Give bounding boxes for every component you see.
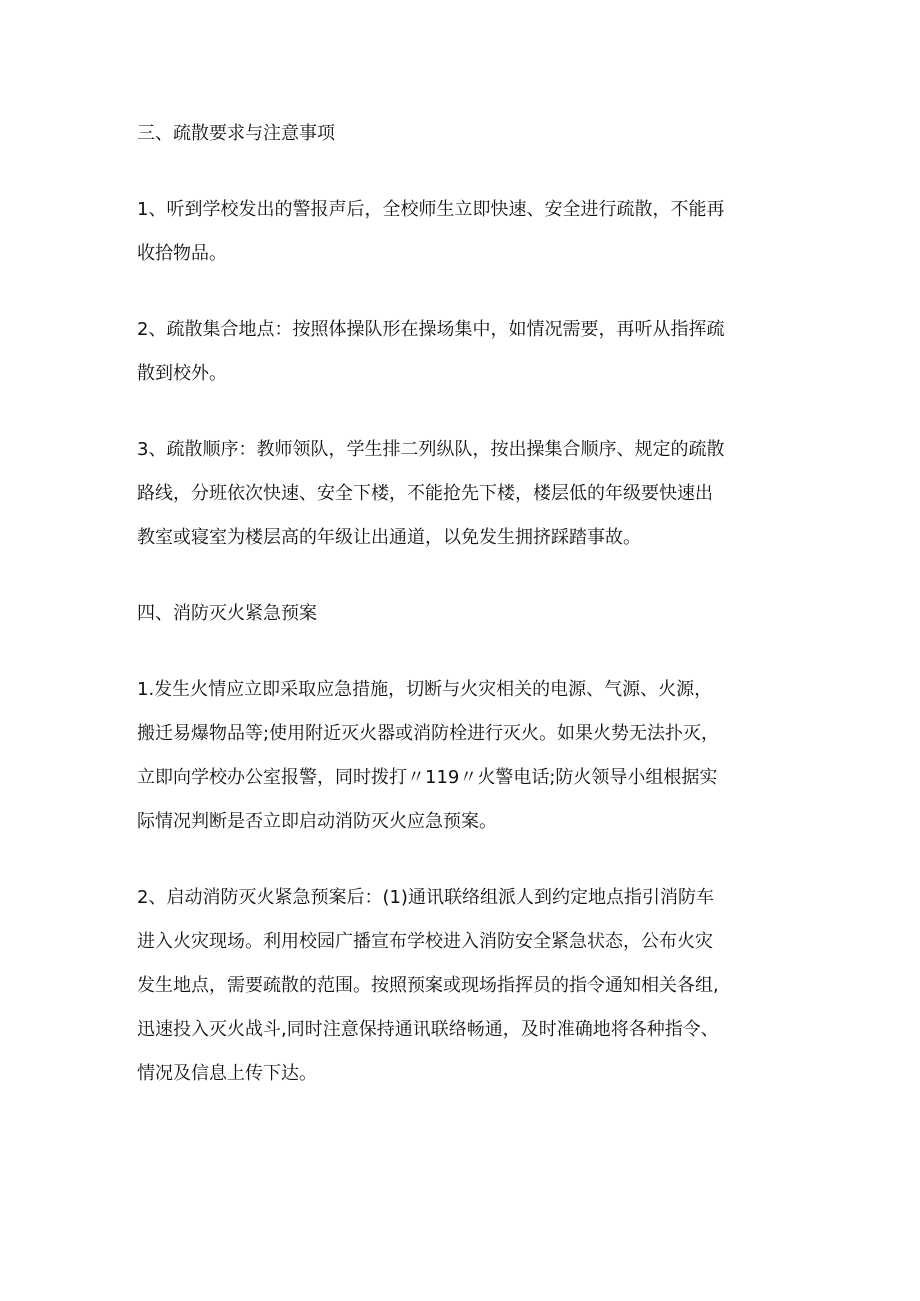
section-4-heading: 四、消防灭火紧急预案 bbox=[137, 603, 317, 624]
paragraph-line: 1、听到学校发出的警报声后，全校师生立即快速、安全进行疏散，不能再 bbox=[137, 199, 725, 220]
paragraph-line: 际情况判断是否立即启动消防灭火应急预案。 bbox=[137, 811, 497, 832]
paragraph-line: 3、疏散顺序：教师领队，学生排二列纵队，按出操集合顺序、规定的疏散 bbox=[137, 439, 725, 460]
paragraph-line: 进入火灾现场。利用校园广播宣布学校进入消防安全紧急状态，公布火灾 bbox=[137, 931, 713, 952]
paragraph-line: 2、疏散集合地点：按照体操队形在操场集中，如情况需要，再听从指挥疏 bbox=[137, 319, 725, 340]
paragraph-line: 收拾物品。 bbox=[137, 243, 227, 264]
paragraph-line: 发生地点，需要疏散的范围。按照预案或现场指挥员的指令通知相关各组, bbox=[137, 975, 719, 996]
paragraph-line: 立即向学校办公室报警，同时拨打〃119〃火警电话;防火领导小组根据实 bbox=[137, 767, 718, 788]
paragraph-line: 散到校外。 bbox=[137, 363, 227, 384]
section-3-item-3 bbox=[137, 428, 797, 560]
section-3-item-1 bbox=[137, 188, 797, 276]
paragraph-line: 教室或寝室为楼层高的年级让出通道，以免发生拥挤踩踏事故。 bbox=[137, 527, 641, 548]
paragraph-line: 搬迁易爆物品等;使用附近灭火器或消防栓进行灭火。如果火势无法扑灭， bbox=[137, 723, 720, 744]
paragraph-line: 迅速投入灭火战斗,同时注意保持通讯联络畅通，及时准确地将各种指令、 bbox=[137, 1019, 719, 1040]
paragraph-line: 2、启动消防灭火紧急预案后：(1)通讯联络组派人到约定地点指引消防车 bbox=[137, 887, 714, 908]
paragraph-line: 1.发生火情应立即采取应急措施，切断与火灾相关的电源、气源、火源， bbox=[137, 679, 713, 700]
paragraph-line: 情况及信息上传下达。 bbox=[137, 1063, 317, 1084]
section-4-item-2 bbox=[137, 876, 797, 1096]
paragraph-line: 路线，分班依次快速、安全下楼，不能抢先下楼，楼层低的年级要快速出 bbox=[137, 483, 713, 504]
document-body bbox=[137, 112, 797, 1128]
section-3-item-2 bbox=[137, 308, 797, 396]
section-3-heading: 三、疏散要求与注意事项 bbox=[137, 123, 335, 144]
section-4-item-1 bbox=[137, 668, 797, 844]
